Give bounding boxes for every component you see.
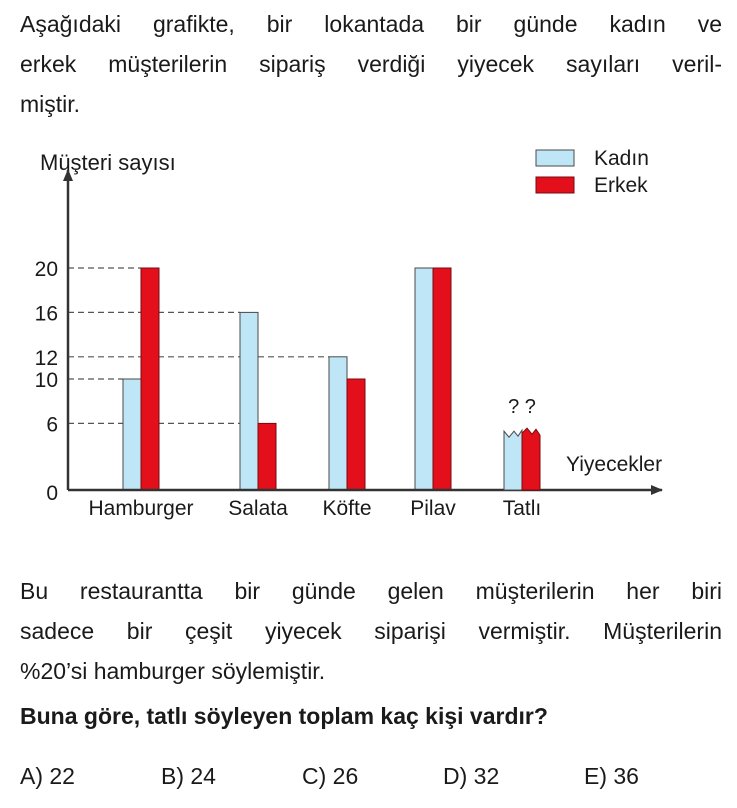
option-b[interactable]: B) 24: [161, 763, 216, 789]
bar-erkek-2: [347, 379, 365, 490]
bar-kadın-3: [415, 268, 433, 490]
y-axis-label: Müşteri sayısı: [40, 150, 176, 175]
bar-chart: [0, 140, 737, 530]
legend-label-erkek: Erkek: [594, 174, 648, 197]
x-tick-label-3: Pilav: [410, 497, 456, 520]
bar-erkek-1: [258, 423, 276, 490]
x-tick-label-2: Köfte: [322, 497, 372, 520]
intro-line-1: Aşağıdaki grafikte, bir lokantada bir günde kadın ve: [20, 11, 722, 37]
legend-swatch-kadın: [536, 150, 574, 166]
body-paragraph: [20, 571, 722, 691]
bar-kadın-2: [329, 357, 347, 490]
y-tick-label-12: 12: [34, 346, 58, 370]
legend-label-kadın: Kadın: [594, 147, 649, 170]
unknown-value-label: ? ?: [508, 396, 536, 419]
option-c[interactable]: C) 26: [302, 763, 359, 789]
option-e[interactable]: E) 36: [584, 763, 639, 789]
bar-kadın-unknown: [504, 430, 522, 490]
bar-erkek-0: [141, 268, 159, 490]
bar-kadın-1: [240, 312, 258, 490]
bar-erkek-3: [433, 268, 451, 490]
y-tick-label-6: 6: [46, 413, 58, 437]
body-line-2: sadece bir çeşit yiyecek siparişi vermiştir. Müşterilerin: [20, 618, 722, 644]
x-tick-label-0: Hamburger: [88, 497, 194, 520]
body-line-3: %20’si hamburger söylemiştir.: [20, 658, 326, 684]
option-a[interactable]: A) 22: [20, 763, 75, 789]
x-tick-label-4: Tatlı: [502, 497, 542, 520]
intro-paragraph: [20, 4, 722, 124]
y-tick-label-16: 16: [34, 302, 58, 326]
x-tick-label-1: Salata: [228, 497, 288, 520]
bar-erkek-unknown: [522, 428, 540, 490]
legend-swatch-erkek: [536, 177, 574, 193]
intro-line-3: miştir.: [20, 91, 81, 117]
body-line-1: Bu restaurantta bir günde gelen müşterilerin her biri: [20, 578, 722, 604]
y-tick-label-20: 20: [34, 258, 58, 281]
option-d[interactable]: D) 32: [443, 763, 500, 789]
bar-kadın-0: [123, 379, 141, 490]
x-axis-label: Yiyecekler: [566, 453, 663, 476]
y-tick-label-0: 0: [46, 482, 58, 505]
intro-line-2: erkek müşterilerin sipariş verdiği yiyecek sayıları veril-: [20, 51, 722, 77]
y-tick-label-10: 10: [34, 369, 58, 392]
question-text: Buna göre, tatlı söyleyen toplam kaç kişi vardır?: [20, 703, 548, 729]
